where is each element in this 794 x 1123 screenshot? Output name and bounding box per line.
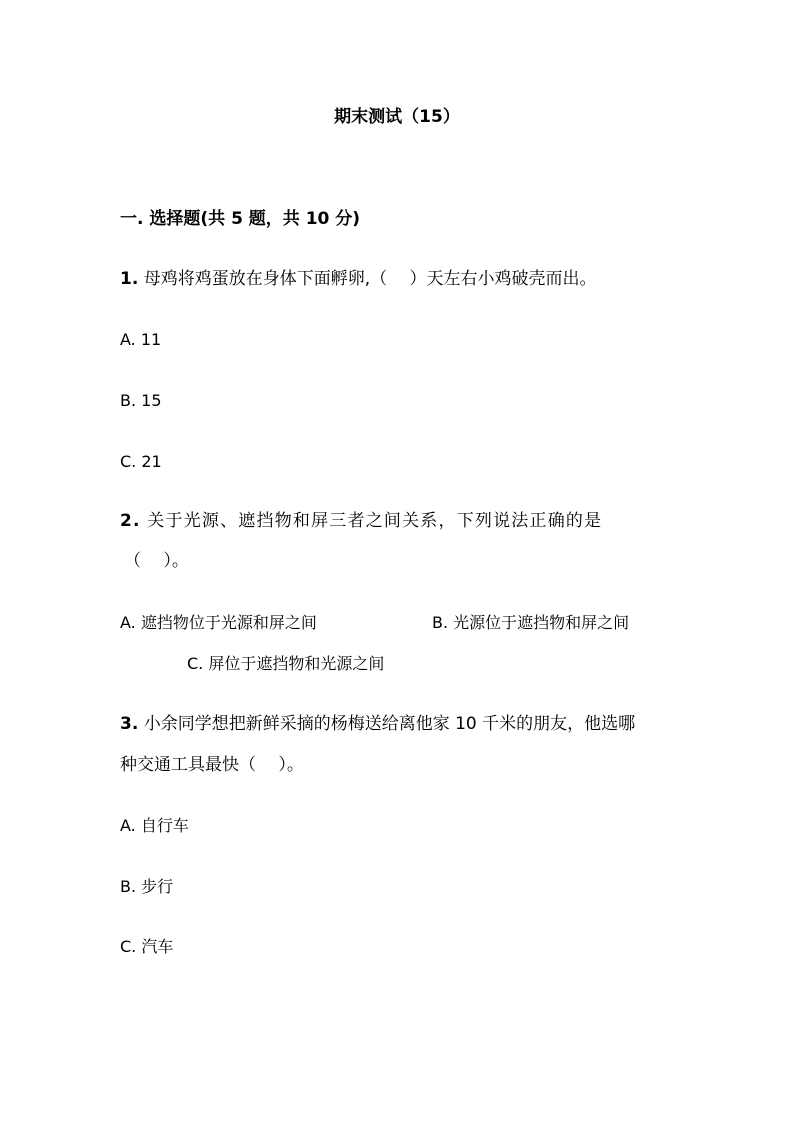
question-text-line-1: 关于光源、遮挡物和屏三者之间关系，下列说法正确的是 [147,511,603,531]
question-text-line-1: 小余同学想把新鲜采摘的杨梅送给离他家 10 千米的朋友，他选哪 [143,714,636,734]
question-3-text-line-2: 种交通工具最快（ ）。 [120,755,304,775]
question-3-option-a: A. 自行车 [120,816,189,835]
question-2-option-b: B. 光源位于遮挡物和屏之间 [432,613,630,632]
question-text: 母鸡将鸡蛋放在身体下面孵卵,（ ）天左右小鸡破壳而出。 [143,269,597,289]
question-1-option-a: A. 11 [120,330,162,349]
question-1-option-c: C. 21 [120,452,162,471]
question-2-option-c: C. 屏位于遮挡物和光源之间 [187,654,385,673]
question-1-option-b: B. 15 [120,391,162,410]
question-number: 1. [120,269,139,289]
question-3 [120,712,635,736]
section-heading: 一. 选择题(共 5 题，共 10 分) [120,209,361,229]
page-title: 期末测试（15） [334,107,460,127]
question-number: 2. [120,511,141,531]
question-3-option-b: B. 步行 [120,877,174,896]
question-2 [120,509,602,533]
question-number: 3. [120,714,139,734]
question-2-option-a: A. 遮挡物位于光源和屏之间 [120,613,317,632]
question-3-option-c: C. 汽车 [120,937,174,956]
question-2-text-line-2: （ ）。 [124,551,189,571]
question-1 [120,267,597,291]
